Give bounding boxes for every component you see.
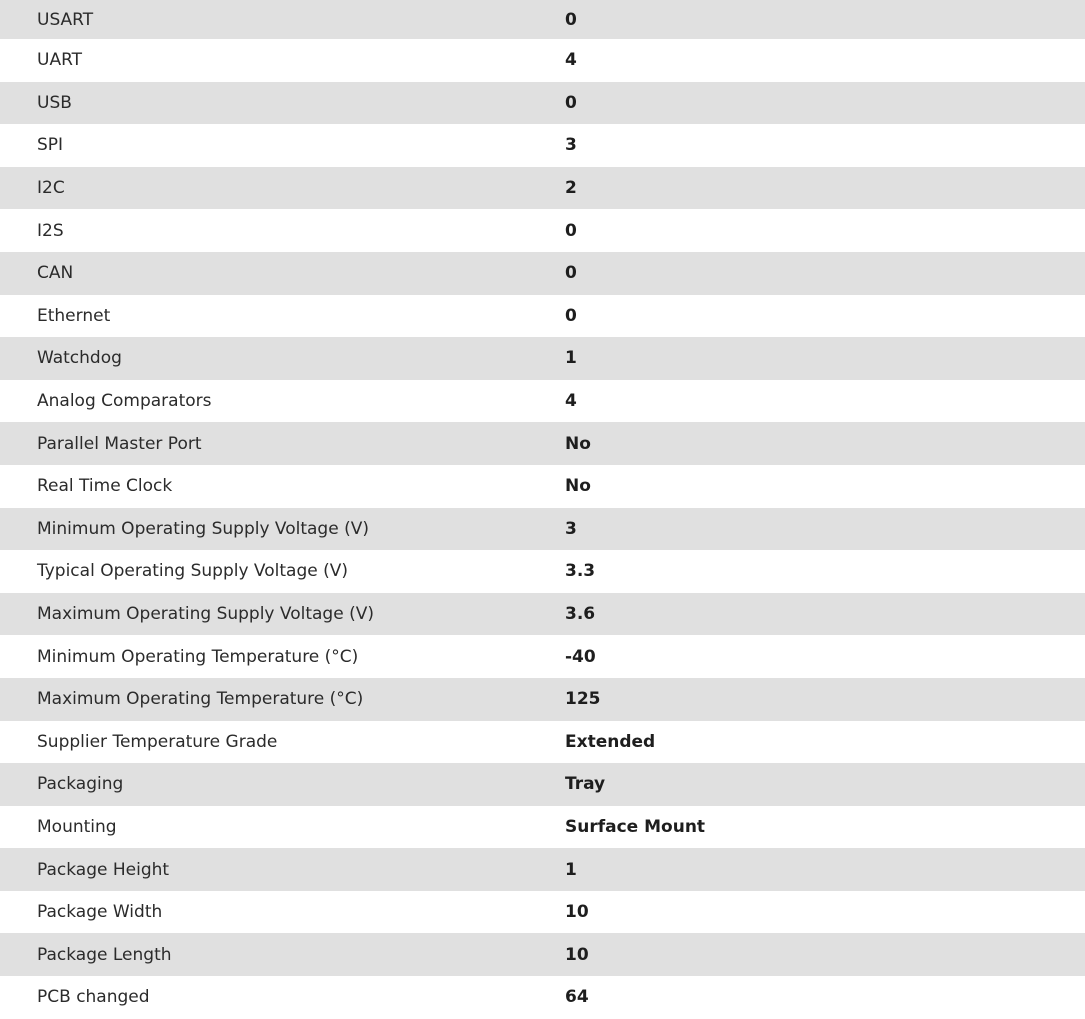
spec-value: Extended	[565, 721, 1085, 764]
spec-value: 3.6	[565, 593, 1085, 636]
spec-value: 10	[565, 891, 1085, 934]
spec-name: Watchdog	[0, 337, 565, 380]
spec-row-package-width	[0, 891, 1085, 934]
spec-name: Package Length	[0, 933, 565, 976]
spec-name: USART	[0, 0, 565, 39]
spec-value: 0	[565, 0, 1085, 39]
spec-value: 3	[565, 508, 1085, 551]
spec-name: Package Height	[0, 848, 565, 891]
spec-name: Typical Operating Supply Voltage (V)	[0, 550, 565, 593]
spec-row-parallel-master-port	[0, 422, 1085, 465]
spec-value: Tray	[565, 763, 1085, 806]
spec-row-typ-supply-voltage	[0, 550, 1085, 593]
spec-value: 0	[565, 295, 1085, 338]
spec-value: 10	[565, 933, 1085, 976]
spec-value: 125	[565, 678, 1085, 721]
spec-value: 0	[565, 252, 1085, 295]
spec-value: 2	[565, 167, 1085, 210]
spec-value: 4	[565, 380, 1085, 423]
spec-value: No	[565, 422, 1085, 465]
spec-name: CAN	[0, 252, 565, 295]
spec-name: Parallel Master Port	[0, 422, 565, 465]
spec-value: 0	[565, 209, 1085, 252]
spec-name: Supplier Temperature Grade	[0, 721, 565, 764]
spec-name: I2C	[0, 167, 565, 210]
spec-row-ethernet	[0, 295, 1085, 338]
spec-name: Real Time Clock	[0, 465, 565, 508]
spec-name: Minimum Operating Supply Voltage (V)	[0, 508, 565, 551]
spec-value: 3.3	[565, 550, 1085, 593]
spec-row-spi	[0, 124, 1085, 167]
spec-name: Packaging	[0, 763, 565, 806]
spec-name: USB	[0, 82, 565, 125]
spec-name: Ethernet	[0, 295, 565, 338]
spec-row-can	[0, 252, 1085, 295]
spec-row-min-supply-voltage	[0, 508, 1085, 551]
spec-value: 64	[565, 976, 1085, 1019]
spec-row-package-height	[0, 848, 1085, 891]
spec-row-max-temperature	[0, 678, 1085, 721]
spec-row-real-time-clock	[0, 465, 1085, 508]
spec-name: UART	[0, 39, 565, 82]
spec-row-packaging	[0, 763, 1085, 806]
spec-row-uart	[0, 39, 1085, 82]
spec-row-temperature-grade	[0, 721, 1085, 764]
spec-value: 0	[565, 82, 1085, 125]
spec-row-i2s	[0, 209, 1085, 252]
spec-value: -40	[565, 635, 1085, 678]
spec-name: Maximum Operating Temperature (°C)	[0, 678, 565, 721]
spec-name: Analog Comparators	[0, 380, 565, 423]
spec-row-max-supply-voltage	[0, 593, 1085, 636]
spec-name: SPI	[0, 124, 565, 167]
spec-name: PCB changed	[0, 976, 565, 1019]
spec-row-pcb-changed	[0, 976, 1085, 1019]
spec-value: Surface Mount	[565, 806, 1085, 849]
spec-row-mounting	[0, 806, 1085, 849]
spec-name: Maximum Operating Supply Voltage (V)	[0, 593, 565, 636]
spec-row-analog-comparators	[0, 380, 1085, 423]
spec-name: Package Width	[0, 891, 565, 934]
spec-name: Mounting	[0, 806, 565, 849]
spec-row-usb	[0, 82, 1085, 125]
spec-value: 3	[565, 124, 1085, 167]
spec-value: 1	[565, 848, 1085, 891]
spec-value: 1	[565, 337, 1085, 380]
spec-row-usart	[0, 0, 1085, 39]
spec-row-min-temperature	[0, 635, 1085, 678]
spec-row-i2c	[0, 167, 1085, 210]
spec-value: No	[565, 465, 1085, 508]
spec-value: 4	[565, 39, 1085, 82]
spec-row-watchdog	[0, 337, 1085, 380]
spec-row-package-length	[0, 933, 1085, 976]
spec-name: I2S	[0, 209, 565, 252]
spec-name: Minimum Operating Temperature (°C)	[0, 635, 565, 678]
